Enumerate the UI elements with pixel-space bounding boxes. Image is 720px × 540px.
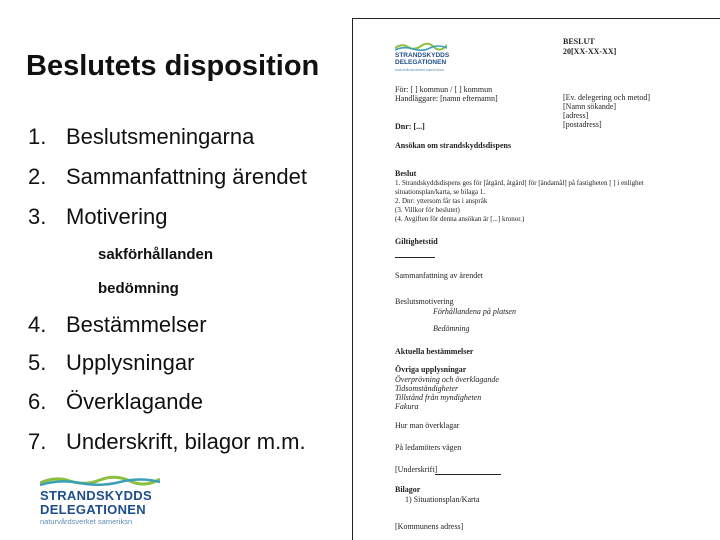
doc-logo-line-3: naturvårdsverket sameriksn [395, 67, 445, 72]
doc-postadress: [postadress] [563, 120, 602, 129]
list-number: 6. [28, 389, 47, 414]
doc-aktuella: Aktuella bestämmelser [395, 347, 474, 356]
doc-adress: [adress] [563, 111, 589, 120]
doc-underskrift: [Underskrift] [395, 465, 438, 474]
doc-bedomning: Bedömning [433, 324, 470, 333]
doc-ovriga: Övriga upplysningar [395, 365, 467, 374]
doc-ovriga-2: Tidsomständigheter [395, 384, 459, 393]
decision-template-preview [352, 18, 720, 540]
doc-header-beslut: BESLUT [563, 37, 595, 46]
doc-namn-sokande: [Namn sökande] [563, 102, 617, 111]
doc-date: 20[XX-XX-XX] [563, 47, 617, 56]
list-item [28, 350, 194, 376]
doc-rule [395, 257, 435, 258]
doc-sammanfattning: Sammanfattning av ärendet [395, 271, 483, 280]
list-item [28, 124, 254, 150]
doc-ovriga-1: Överprövning och överklagande [395, 375, 499, 384]
doc-hur-man: Hur man överklagar [395, 421, 460, 430]
logo-line-3: naturvårdsverket sameriksn [40, 517, 133, 526]
doc-bilagor: Bilagor [395, 485, 421, 494]
doc-ev-delegering: [Ev. delegering och metod] [563, 93, 651, 102]
doc-dnr: Dnr: [...] [395, 122, 425, 131]
doc-handlaggare: Handläggare: [namn efternamn] [395, 94, 498, 103]
sub-item-bedomning: bedömning [98, 280, 179, 297]
doc-bilaga-1: 1) Situationsplan/Karta [405, 495, 480, 504]
list-label: Överklagande [66, 389, 203, 414]
list-label: Bestämmelser [66, 312, 207, 337]
slide-title: Beslutets disposition [26, 50, 320, 82]
list-item [28, 204, 167, 230]
sub-item-sakforhallanden: sakförhållanden [98, 246, 214, 263]
list-label: Underskrift, bilagor m.m. [66, 429, 306, 454]
logo-line-2: DELEGATIONEN [40, 502, 146, 517]
doc-forhallanden: Förhållandena på platsen [433, 307, 516, 316]
doc-giltighetstid: Giltighetstid [395, 237, 438, 246]
doc-pa-ledamots: På ledamöters vägen [395, 443, 462, 452]
list-item [28, 389, 203, 415]
list-number: 5. [28, 350, 47, 375]
doc-for-line: För: [ ] kommun / [ ] kommun [395, 85, 493, 94]
list-item [28, 429, 306, 455]
list-number: 7. [28, 429, 47, 454]
list-item [28, 312, 207, 338]
logo-line-1: STRANDSKYDDS [40, 488, 152, 503]
strandskyddsdelegationen-logo [40, 474, 190, 526]
doc-beslut-line-3: 2. Dnr: yttersom får tas i anspråk [395, 197, 488, 205]
list-label: Beslutsmeningarna [66, 124, 255, 149]
list-label: Motivering [66, 204, 168, 229]
wave-logo-icon [40, 474, 160, 486]
doc-beslut-line-1: 1. Strandskyddsdispens ges för [åtgärd, åtgärd] för [ändamål] på fastigheten [ ] i enlighet [395, 179, 644, 187]
doc-signature-line [435, 474, 501, 475]
doc-wave-logo-icon [395, 41, 447, 51]
doc-beslutsmotivering: Beslutsmotivering [395, 297, 454, 306]
doc-ansokan: Ansökan om strandskyddsdispens [395, 141, 512, 150]
list-number: 4. [28, 312, 47, 337]
list-label: Sammanfattning ärendet [66, 164, 307, 189]
doc-beslut-line-4: (3. Villkor för beslutet) [395, 206, 460, 214]
doc-beslut-heading: Beslut [395, 169, 417, 178]
list-number: 1. [28, 124, 47, 149]
doc-beslut-line-2: situationsplan/karta, se bilaga 1. [395, 188, 486, 196]
list-item [28, 164, 307, 190]
doc-ovriga-4: Fakura [395, 402, 419, 411]
doc-logo-line-2: DELEGATIONEN [395, 59, 447, 66]
doc-ovriga-3: Tillstånd från myndigheten [395, 393, 482, 402]
list-number: 3. [28, 204, 47, 229]
doc-logo-line-1: STRANDSKYDDS [395, 52, 450, 59]
list-label: Upplysningar [66, 350, 195, 375]
doc-kommunens-adress: [Kommunens adress] [395, 522, 464, 531]
doc-beslut-line-5: (4. Avgiften för denna ansökan är [...] kronor.) [395, 215, 525, 223]
list-number: 2. [28, 164, 47, 189]
